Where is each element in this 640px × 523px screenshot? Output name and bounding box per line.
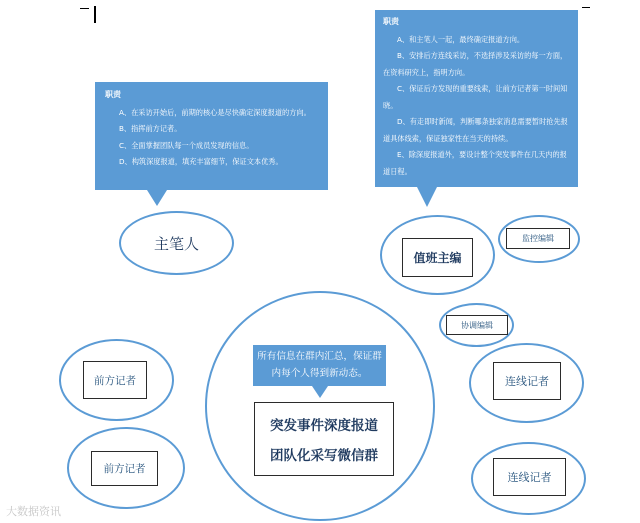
duty-editor-duties-callout (375, 10, 578, 187)
group-summary-text: 所有信息在群内汇总，保证群内每个人得到新动态。 (257, 351, 382, 379)
front-reporter-label: 前方记者 (91, 451, 158, 486)
monitor-editor-label: 监控编辑 (506, 228, 570, 249)
watermark-logo: 大数据资讯 (6, 505, 61, 518)
wechat-group-title-box (254, 402, 394, 476)
callout-pointer (417, 187, 437, 207)
text-cursor (94, 6, 96, 23)
duty-item: E、除深度报道外，要设计整个突发事件在几天内的报道日程。 (383, 150, 567, 176)
wechat-group-title-line1: 突发事件深度报道 (270, 418, 378, 434)
wechat-group-title-line2: 团队化采写微信群 (270, 448, 378, 464)
chief-writer-duties-callout (95, 82, 328, 190)
duty-item: D、构筑深度报道，填充丰富细节，保证文本优秀。 (119, 157, 283, 166)
margin-mark (80, 8, 89, 9)
duty-item: C、全面掌握团队每一个成员发现的信息。 (119, 140, 254, 150)
duty-item: A、在采访开始后，前期的核心是尽快确定深度报道的方向。 (119, 107, 311, 117)
chief-writer-label: 主笔人 (153, 235, 199, 253)
online-reporter-label: 连线记者 (493, 362, 561, 400)
callout-pointer (312, 386, 328, 398)
group-summary-callout (253, 345, 386, 386)
margin-mark (582, 7, 590, 8)
callout-title: 职责 (105, 90, 121, 99)
callout-pointer (147, 190, 167, 206)
duty-item: B、安排后方连线采访，不选择涉及采访的每一方面，在资料研究上，指明方向。 (383, 51, 568, 77)
duty-item: A、和主笔人一起，最终确定报道方向。 (397, 34, 525, 44)
duty-item: B、指挥前方记者。 (119, 124, 182, 133)
callout-title: 职责 (383, 17, 399, 26)
duty-item: C、保证后方发现的重要线索，让前方记者第一时间知晓。 (383, 84, 568, 110)
duty-editor-label: 值班主编 (402, 238, 473, 277)
front-reporter-label: 前方记者 (83, 361, 147, 399)
coordination-editor-label: 协调编辑 (446, 315, 508, 335)
online-reporter-label: 连线记者 (493, 458, 566, 496)
duty-item: D、有走即时新闻，判断哪条独家消息需要暂时抢先报道具体线索，保证独家性在当天的持续。 (383, 117, 568, 143)
